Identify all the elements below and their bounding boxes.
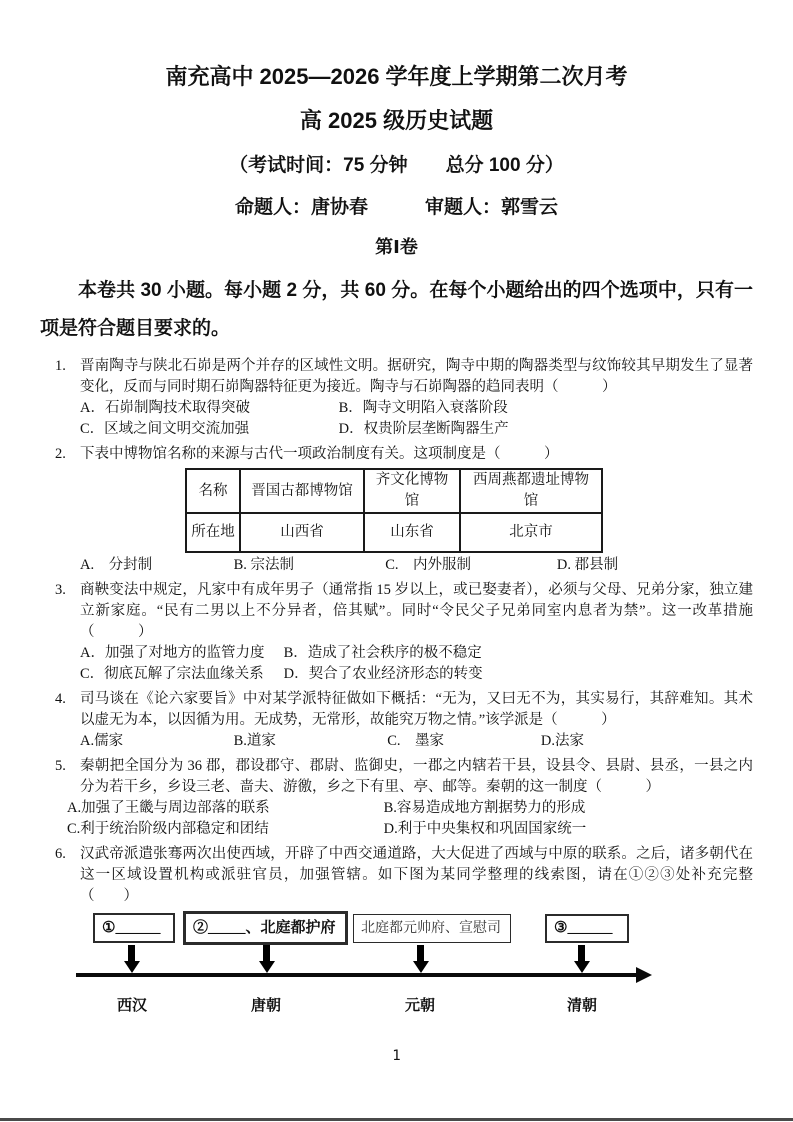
options-row bbox=[80, 419, 753, 440]
question-stem: 商鞅变法中规定，凡家中有成年男子（通常指 15 岁以上，或已娶妻者），必须与父母、兄弟分家，独立建立新家庭。“民有二男以上不分异者，倍其赋”。同时“令民父子兄弟同室内息者为禁”。这一改革措施（ ） bbox=[80, 582, 753, 640]
table-cell: 西周燕都遗址博物馆 bbox=[460, 469, 602, 513]
timeline-label-tangchao: 唐朝 bbox=[251, 997, 282, 1014]
table-cell: 晋国古都博物馆 bbox=[240, 469, 364, 513]
options-row bbox=[80, 664, 753, 685]
option-c: C.利于统治阶级内部稳定和团结 bbox=[67, 821, 269, 837]
option-a: A．加强了对地方的监管力度 bbox=[80, 645, 265, 661]
question-list bbox=[40, 356, 753, 1019]
down-arrow-icon bbox=[417, 945, 424, 961]
question-6 bbox=[40, 844, 753, 907]
timeline-label-qingchao: 清朝 bbox=[567, 997, 598, 1014]
timeline-box-4: ③______ bbox=[545, 914, 629, 943]
option-a: A.加强了王畿与周边部落的联系 bbox=[67, 800, 270, 816]
exam-info: （考试时间：75 分钟 总分 100 分） bbox=[229, 155, 564, 176]
exam-instructions: 本卷共 30 小题。每小题 2 分，共 60 分。在每个小题给出的四个选项中，只有一项是符合题目要求的。 bbox=[40, 280, 753, 339]
option-b: B. 宗法制 bbox=[233, 557, 295, 573]
option-c: C．彻底瓦解了宗法血缘关系 bbox=[80, 666, 264, 682]
question-stem: 司马谈在《论六家要旨》中对某学派特征做如下概括：“无为，又曰无不为，其实易行，其辞难知。其术以虚无为本，以因循为用。无成势，无常形，故能究万物之情。”该学派是（ ） bbox=[80, 691, 753, 728]
table-cell: 山东省 bbox=[364, 513, 460, 552]
options-row bbox=[67, 798, 753, 819]
option-c: C. 内外服制 bbox=[385, 557, 472, 573]
page-number: 1 bbox=[392, 1048, 401, 1064]
question-stem: 汉武帝派遣张骞两次出使西域，开辟了中西交通道路，大大促进了西域与中原的联系。之后，诸多朝代在这一区域设置机构或派驻官员，加强管辖。如下图为某同学整理的线索图，请在①②③处补充完整（ ） bbox=[80, 846, 753, 904]
table-cell: 所在地 bbox=[186, 513, 240, 552]
timeline-axis-arrow bbox=[76, 973, 636, 977]
options-row bbox=[67, 819, 753, 840]
timeline-diagram bbox=[40, 911, 753, 1019]
question-2 bbox=[40, 444, 753, 576]
option-a: A.儒家 bbox=[80, 733, 124, 749]
options-row bbox=[80, 731, 753, 752]
option-a: A. 分封制 bbox=[80, 557, 153, 573]
option-b: B．造成了社会秩序的极不稳定 bbox=[283, 645, 482, 661]
exam-authors: 命题人：唐协春 审题人：郭雪云 bbox=[234, 197, 558, 218]
table-cell: 齐文化博物馆 bbox=[364, 469, 460, 513]
exam-title: 南充高中 2025—2026 学年度上学期第二次月考 bbox=[165, 64, 628, 89]
section-title: 第Ⅰ卷 bbox=[375, 237, 418, 257]
question-4 bbox=[40, 689, 753, 752]
timeline-box-1: ①______ bbox=[93, 913, 175, 943]
table-row bbox=[186, 469, 602, 513]
down-arrow-icon bbox=[578, 945, 585, 961]
question-number: 3. bbox=[55, 582, 66, 598]
question-number: 5. bbox=[55, 758, 66, 774]
table-cell: 北京市 bbox=[460, 513, 602, 552]
timeline-label-yuanchao: 元朝 bbox=[405, 997, 436, 1014]
question-stem: 晋南陶寺与陕北石峁是两个并存的区域性文明。据研究，陶寺中期的陶器类型与纹饰较其早期发生了显著变化，反而与同时期石峁陶器特征更为接近。陶寺与石峁陶器的趋同表明（ ） bbox=[80, 358, 753, 395]
option-d: D．契合了农业经济形态的转变 bbox=[283, 666, 483, 682]
option-b: B．陶寺文明陷入衰落阶段 bbox=[338, 400, 508, 416]
option-c: C．区域之间文明交流加强 bbox=[80, 421, 250, 437]
timeline-box-3: 北庭都元帅府、宣慰司 bbox=[353, 914, 511, 943]
question-number: 4. bbox=[55, 691, 66, 707]
question-1 bbox=[40, 356, 753, 440]
question-number: 6. bbox=[55, 846, 66, 862]
table-row bbox=[186, 513, 602, 552]
question-5 bbox=[40, 756, 753, 840]
question-stem: 秦朝把全国分为 36 郡，郡设郡守、郡尉、监御史，一郡之内辖若干县，设县令、县尉、县丞，一县之内分为若干乡，乡设三老、啬夫、游徼，乡之下有里、亭、邮等。秦朝的这一制度（ ） bbox=[80, 758, 753, 795]
option-b: B.道家 bbox=[233, 733, 276, 749]
museum-table bbox=[185, 468, 603, 553]
option-d: D.利于中央集权和巩固国家统一 bbox=[383, 821, 587, 837]
timeline-label-xihan: 西汉 bbox=[117, 997, 148, 1014]
question-3 bbox=[40, 580, 753, 685]
option-c: C. 墨家 bbox=[387, 733, 445, 749]
down-arrow-icon bbox=[128, 945, 135, 961]
down-arrow-icon bbox=[263, 945, 270, 961]
question-number: 2. bbox=[55, 446, 66, 462]
exam-subtitle: 高 2025 级历史试题 bbox=[299, 108, 494, 133]
option-d: D.法家 bbox=[540, 733, 584, 749]
option-b: B.容易造成地方割据势力的形成 bbox=[383, 800, 586, 816]
question-stem: 下表中博物馆名称的来源与古代一项政治制度有关。这项制度是（ ） bbox=[80, 446, 559, 462]
option-d: D．权贵阶层垄断陶器生产 bbox=[338, 421, 509, 437]
options-row bbox=[80, 555, 753, 576]
option-d: D. 郡县制 bbox=[556, 557, 619, 573]
table-cell: 山西省 bbox=[240, 513, 364, 552]
options-row bbox=[80, 398, 753, 419]
option-a: A．石峁制陶技术取得突破 bbox=[80, 400, 250, 416]
table-cell: 名称 bbox=[186, 469, 240, 513]
timeline-box-2: ②_____、北庭都护府 bbox=[183, 911, 348, 945]
options-row bbox=[80, 643, 753, 664]
question-number: 1. bbox=[55, 358, 66, 374]
page-edge-line bbox=[0, 1118, 793, 1121]
